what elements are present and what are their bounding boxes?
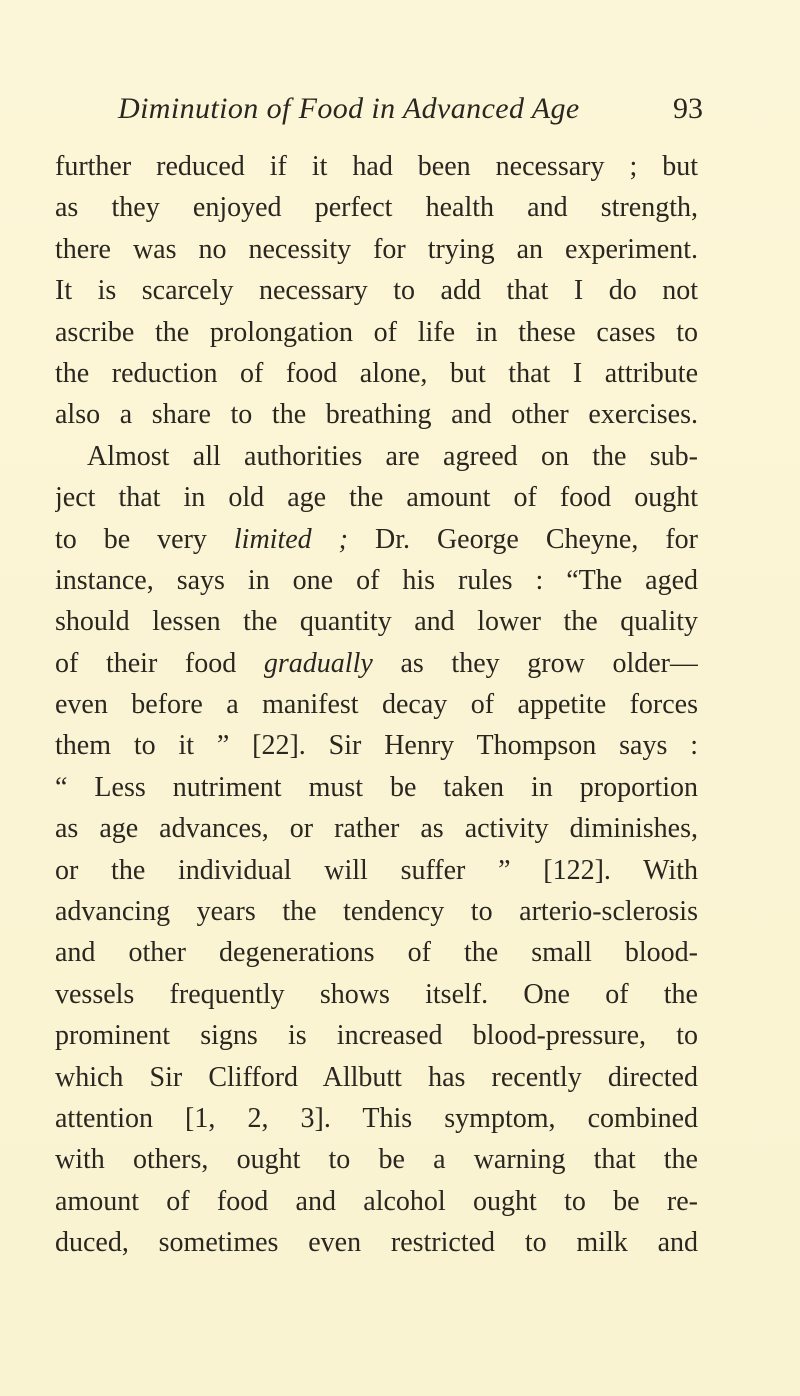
text-line: “ Less nutriment must be taken in proportion bbox=[55, 771, 698, 803]
text-line bbox=[55, 643, 698, 684]
text-segment: of their food bbox=[55, 647, 264, 679]
text-line: It is scarcely necessary to add that I do not bbox=[55, 275, 698, 307]
running-head bbox=[118, 92, 703, 132]
text-line: advancing years the tendency to arterio-sclerosis bbox=[55, 896, 698, 928]
page-number: 93 bbox=[673, 92, 703, 125]
text-line: attention [1, 2, 3]. This symptom, combined bbox=[55, 1102, 698, 1134]
text-segment: as they grow older— bbox=[372, 647, 698, 679]
text-line: should lessen the quantity and lower the quality bbox=[55, 606, 698, 638]
text-line: as they enjoyed perfect health and strength, bbox=[55, 192, 698, 224]
text-line: and other degenerations of the small blood- bbox=[55, 937, 698, 969]
text-segment: to be very bbox=[55, 523, 234, 555]
text-line: amount of food and alcohol ought to be re- bbox=[55, 1185, 698, 1217]
text-line: duced, sometimes even restricted to milk and bbox=[55, 1227, 698, 1259]
italic-emphasis: gradually bbox=[263, 647, 373, 679]
text-segment: Dr. George Cheyne, for bbox=[347, 523, 698, 555]
italic-emphasis: limited ; bbox=[233, 523, 348, 555]
text-line: vessels frequently shows itself. One of the bbox=[55, 978, 698, 1010]
text-line: as age advances, or rather as activity diminishes, bbox=[55, 813, 698, 845]
text-line: even before a manifest decay of appetite forces bbox=[55, 689, 698, 721]
body-text bbox=[55, 146, 698, 1264]
text-line: there was no necessity for trying an experiment. bbox=[55, 233, 698, 265]
text-line: ject that in old age the amount of food ought bbox=[55, 482, 698, 514]
paragraph-start-line: Almost all authorities are agreed on the sub- bbox=[87, 440, 698, 472]
text-line: ascribe the prolongation of life in these cases to bbox=[55, 316, 698, 348]
text-line: the reduction of food alone, but that I attribute bbox=[55, 357, 698, 389]
text-line: which Sir Clifford Allbutt has recently directed bbox=[55, 1061, 698, 1093]
text-line: them to it ” [22]. Sir Henry Thompson says : bbox=[55, 730, 698, 762]
text-line bbox=[55, 519, 698, 560]
text-line: instance, says in one of his rules : “The aged bbox=[55, 564, 698, 596]
text-line: with others, ought to be a warning that the bbox=[55, 1144, 698, 1176]
text-line: or the individual will suffer ” [122]. With bbox=[55, 854, 698, 886]
text-line: also a share to the breathing and other exercises. bbox=[55, 399, 698, 431]
running-title: Diminution of Food in Advanced Age bbox=[118, 92, 580, 125]
text-line: further reduced if it had been necessary ; but bbox=[55, 151, 698, 182]
text-line: prominent signs is increased blood-pressure, to bbox=[55, 1020, 698, 1052]
